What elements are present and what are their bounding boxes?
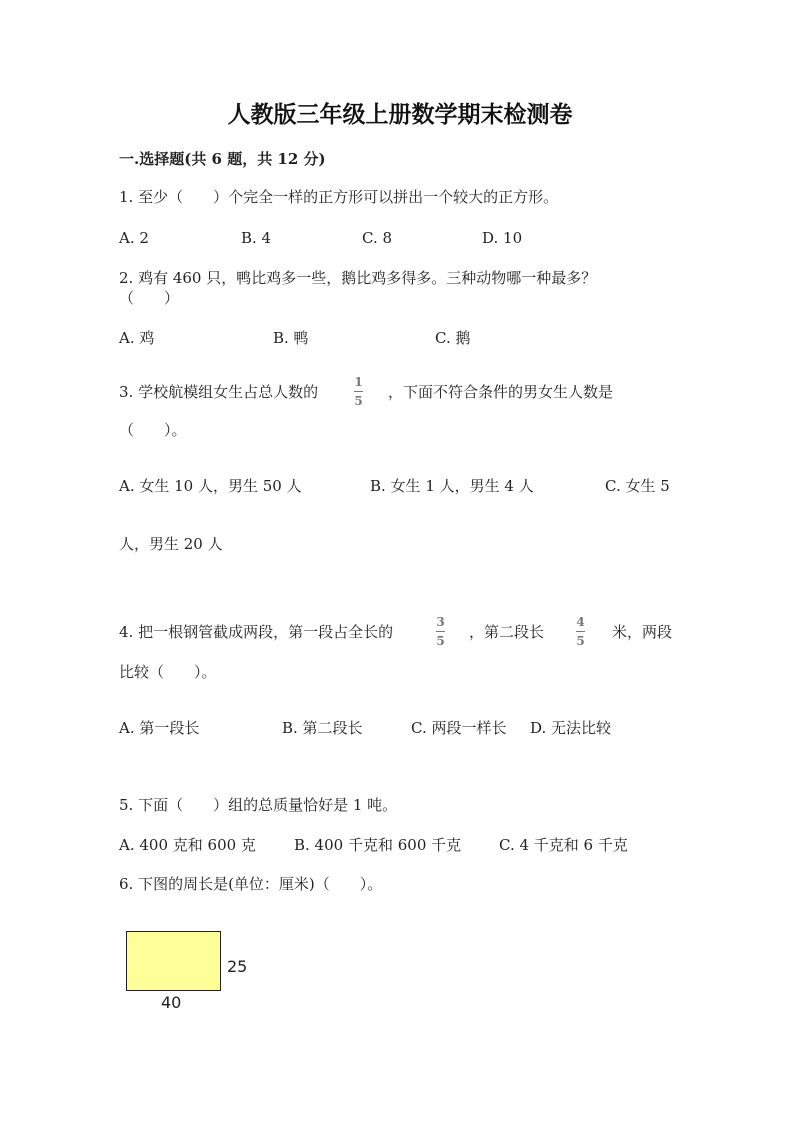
fraction-denominator: 5 xyxy=(436,634,445,648)
question-5-option-c[interactable]: C. 4 千克和 6 千克 xyxy=(499,836,628,854)
question-3-stem-part2: ，下面不符合条件的男女生人数是 xyxy=(388,383,614,401)
section-heading: 一.选择题(共 6 题，共 12 分) xyxy=(119,150,326,168)
question-3-option-a[interactable]: A. 女生 10 人，男生 50 人 xyxy=(119,477,302,495)
question-3-stem-part1: 3. 学校航模组女生占总人数的 xyxy=(119,383,319,401)
question-4-fraction-2 xyxy=(576,615,585,648)
question-4-answer-blank: 比较（ ）。 xyxy=(119,663,217,681)
fraction-numerator: 1 xyxy=(354,375,363,389)
question-4-option-c[interactable]: C. 两段一样长 xyxy=(411,719,507,737)
question-4-stem-part3: 米，两段 xyxy=(612,623,673,641)
rectangle-width-label: 40 xyxy=(161,993,182,1012)
question-6-stem: 6. 下图的周长是(单位：厘米)（ ）。 xyxy=(119,875,383,893)
question-1-option-b[interactable]: B. 4 xyxy=(241,229,272,247)
question-2-option-a[interactable]: A. 鸡 xyxy=(119,329,155,347)
question-5-option-a[interactable]: A. 400 克和 600 克 xyxy=(119,836,256,854)
question-3-option-c-continued: 人，男生 20 人 xyxy=(119,535,223,553)
question-4-option-a[interactable]: A. 第一段长 xyxy=(119,719,200,737)
fraction-bar xyxy=(354,391,363,392)
question-5-option-b[interactable]: B. 400 千克和 600 千克 xyxy=(294,836,462,854)
question-4-fraction-1 xyxy=(436,615,445,648)
question-3-fraction xyxy=(354,375,363,408)
question-4-stem-part2: ，第二段长 xyxy=(469,623,545,641)
question-3-option-c[interactable]: C. 女生 5 xyxy=(605,477,670,495)
fraction-bar xyxy=(576,631,585,632)
question-4-stem-part1: 4. 把一根钢管截成两段，第一段占全长的 xyxy=(119,623,394,641)
question-3-answer-blank: （ ）。 xyxy=(119,421,187,439)
question-2-stem: 2. 鸡有 460 只，鸭比鸡多一些，鹅比鸡多得多。三种动物哪一种最多？ xyxy=(119,269,597,287)
fraction-denominator: 5 xyxy=(354,394,363,408)
fraction-numerator: 4 xyxy=(576,615,585,629)
question-1-option-d[interactable]: D. 10 xyxy=(482,229,523,247)
question-4-option-b[interactable]: B. 第二段长 xyxy=(282,719,363,737)
question-1-stem: 1. 至少（ ）个完全一样的正方形可以拼出一个较大的正方形。 xyxy=(119,188,559,206)
question-2-option-b[interactable]: B. 鸭 xyxy=(273,329,309,347)
rectangle-height-label: 25 xyxy=(227,957,248,976)
question-4-option-d[interactable]: D. 无法比较 xyxy=(530,719,612,737)
question-1-option-c[interactable]: C. 8 xyxy=(362,229,393,247)
question-5-stem: 5. 下面（ ）组的总质量恰好是 1 吨。 xyxy=(119,796,398,814)
fraction-denominator: 5 xyxy=(576,634,585,648)
fraction-bar xyxy=(436,631,445,632)
question-3-option-b[interactable]: B. 女生 1 人，男生 4 人 xyxy=(370,477,534,495)
question-2-answer-blank: （ ） xyxy=(119,289,180,307)
question-2-option-c[interactable]: C. 鹅 xyxy=(435,329,471,347)
fraction-numerator: 3 xyxy=(436,615,445,629)
page-title: 人教版三年级上册数学期末检测卷 xyxy=(227,101,573,128)
question-1-option-a[interactable]: A. 2 xyxy=(119,229,149,247)
rectangle-figure xyxy=(126,931,221,991)
